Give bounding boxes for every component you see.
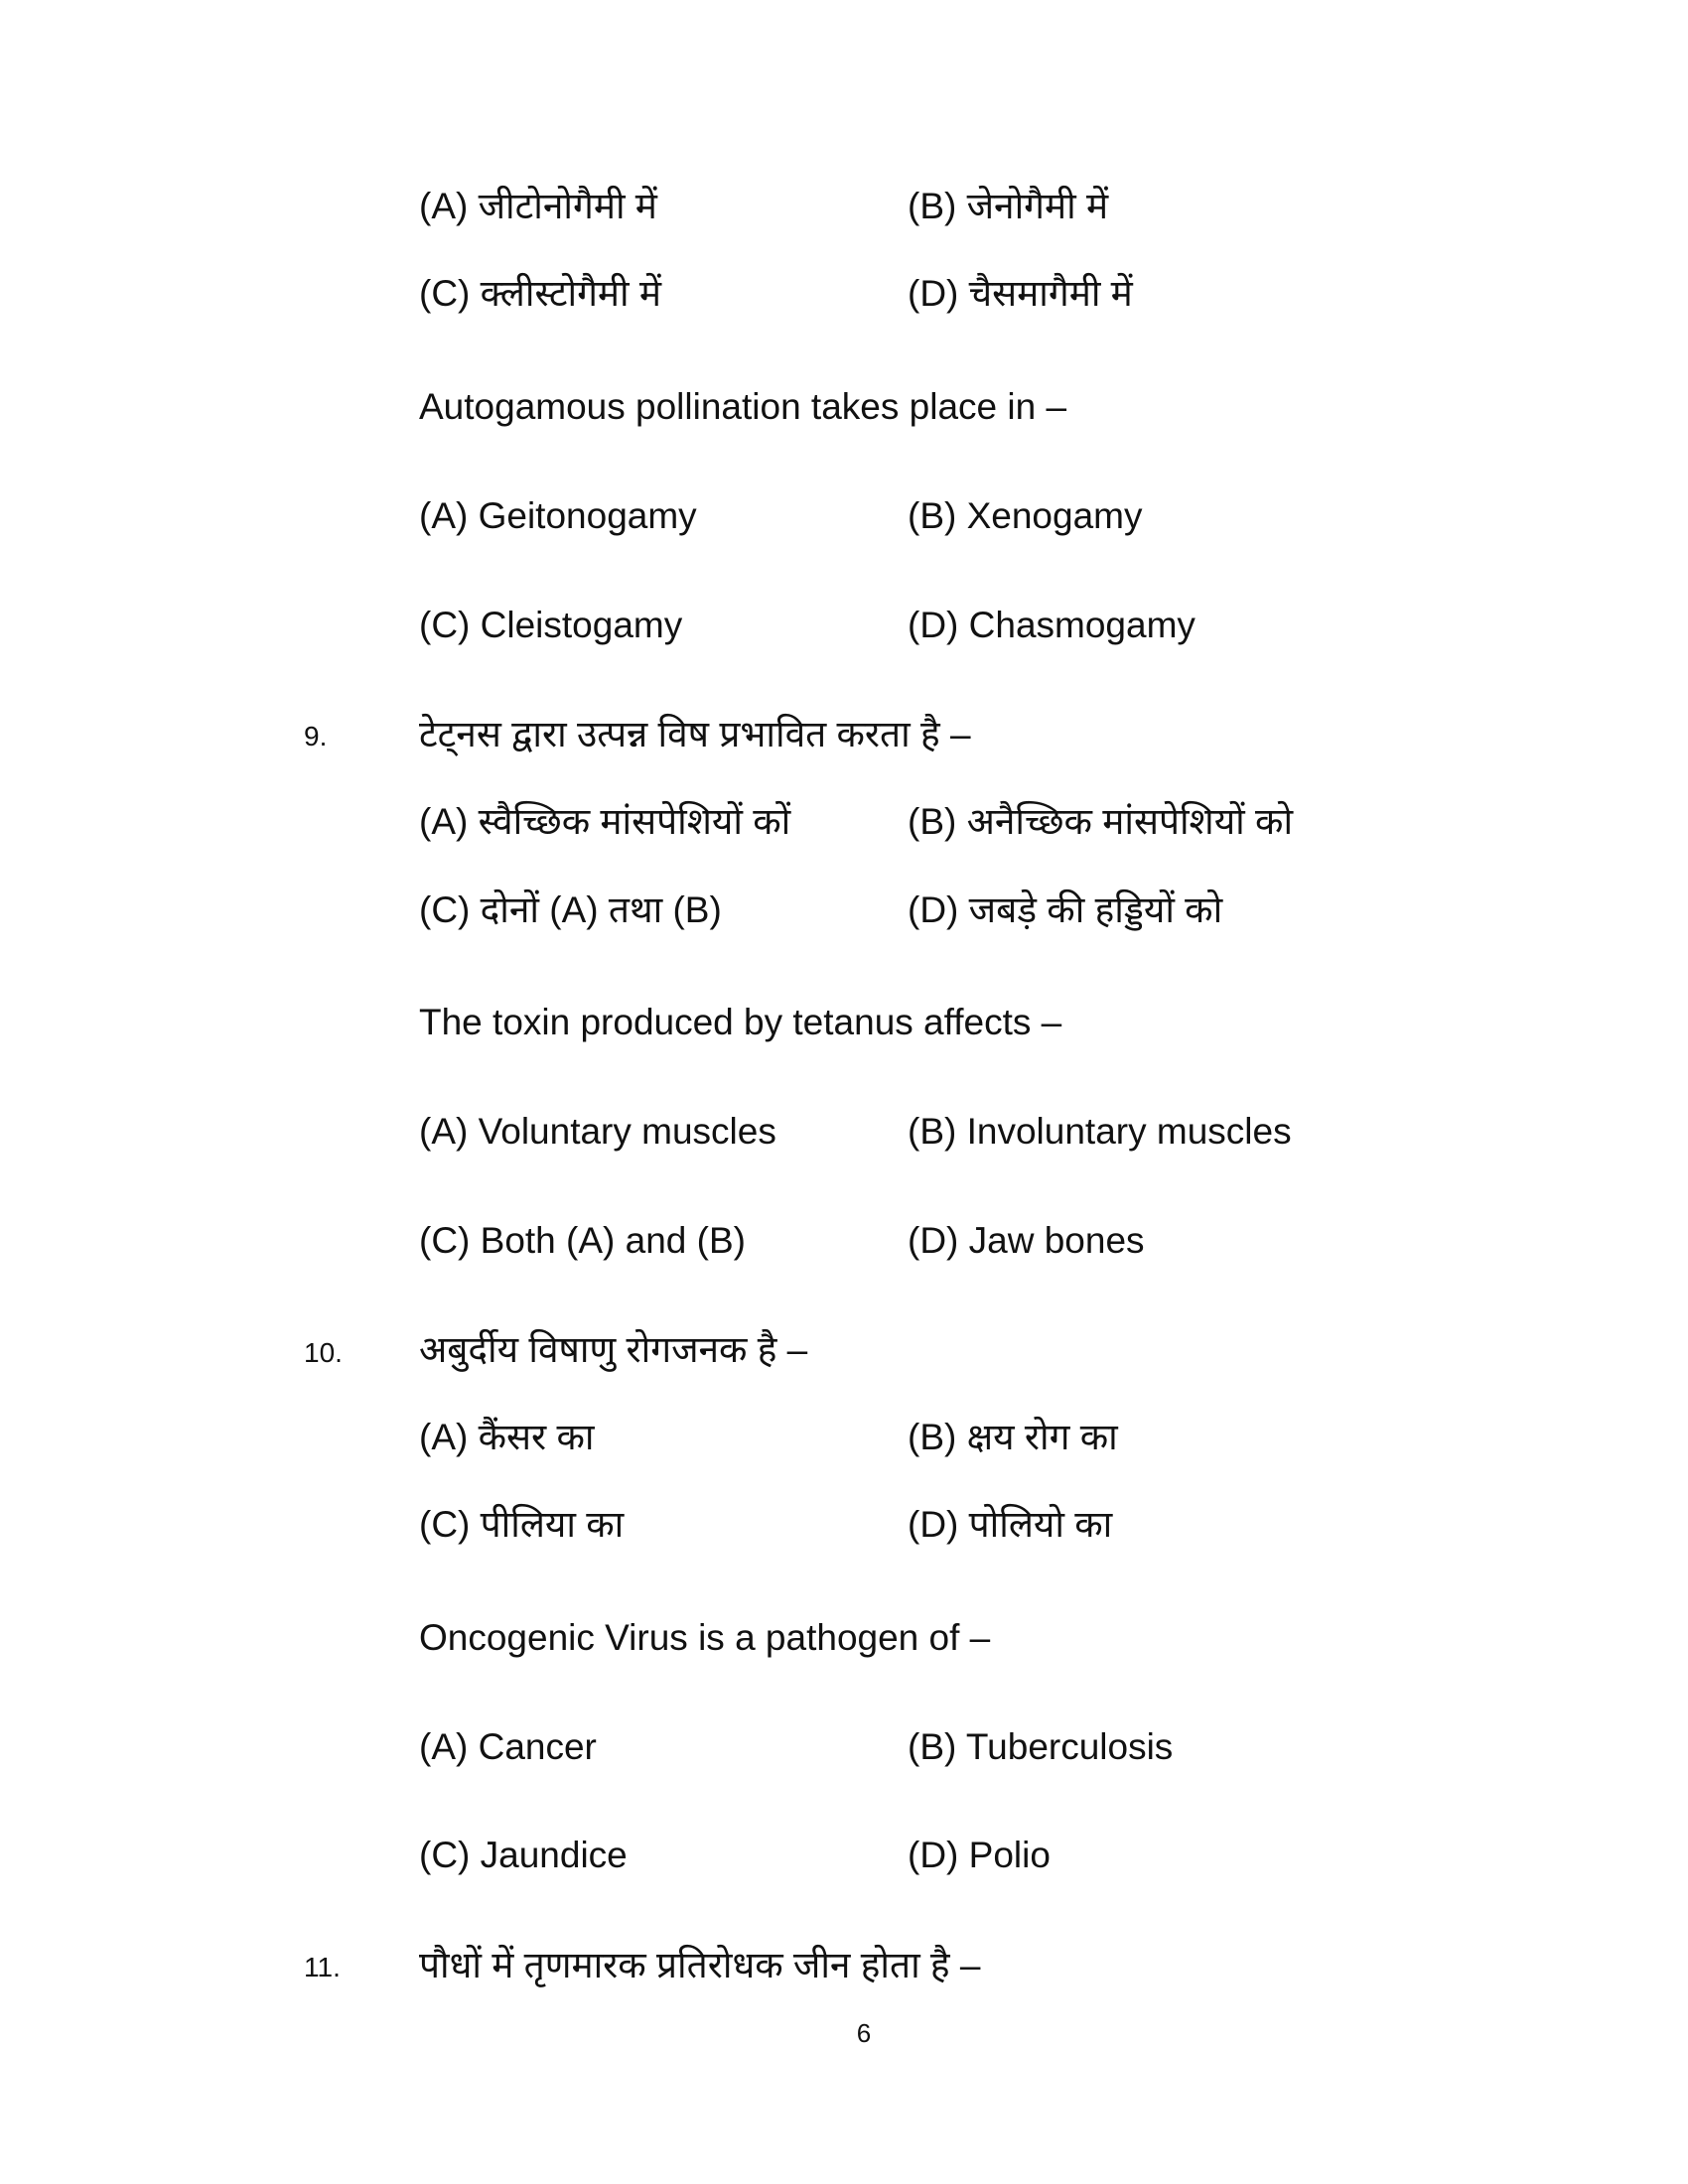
q10-option-b-hindi: (B) क्षय रोग का [908,1417,1118,1457]
q10-option-c-hindi: (C) पीलिया का [419,1504,625,1545]
q8-option-a-english: (A) Geitonogamy [419,495,697,536]
q10-question-hindi: अबुर्दीय विषाणु रोगजनक है – [419,1329,808,1370]
q9-option-a-hindi: (A) स्वैच्छिक मांसपेशियों कों [419,801,791,842]
q10-option-a-hindi: (A) कैंसर का [419,1417,595,1457]
q9-option-a-english: (A) Voluntary muscles [419,1111,776,1152]
q11-question-hindi: पौधों में तृणमारक प्रतिरोधक जीन होता है – [419,1945,981,1985]
q8-option-d-hindi: (D) चैसमागैमी में [908,273,1133,314]
q9-option-d-english: (D) Jaw bones [908,1220,1145,1261]
q10-option-d-hindi: (D) पोलियो का [908,1504,1113,1545]
q10-option-c-english: (C) Jaundice [419,1835,628,1875]
q8-option-b-english: (B) Xenogamy [908,495,1143,536]
q8-option-c-hindi: (C) क्लीस्टोगैमी में [419,273,662,314]
q9-question-english: The toxin produced by tetanus affects – [419,1002,1062,1042]
q10-option-b-english: (B) Tuberculosis [908,1726,1174,1767]
q9-question-hindi: टेट्नस द्वारा उत्पन्न विष प्रभावित करता है – [419,714,971,754]
q8-option-d-english: (D) Chasmogamy [908,605,1196,645]
q9-option-b-hindi: (B) अनैच्छिक मांसपेशियों को [908,801,1294,842]
q10-option-d-english: (D) Polio [908,1835,1051,1875]
q8-question-english: Autogamous pollination takes place in – [419,386,1067,427]
q9-number: 9. [304,721,328,751]
page-number: 6 [856,2018,872,2048]
q9-option-d-hindi: (D) जबड़े की हड्डियों को [908,889,1223,930]
q11-number: 11. [304,1952,341,1982]
q10-number: 10. [304,1337,343,1368]
q9-option-c-hindi: (C) दोनों (A) तथा (B) [419,889,722,930]
q8-option-a-hindi: (A) जीटोनोगैमी में [419,186,657,226]
q8-option-c-english: (C) Cleistogamy [419,605,683,645]
q8-option-b-hindi: (B) जेनोगैमी में [908,186,1109,226]
q10-question-english: Oncogenic Virus is a pathogen of – [419,1617,991,1658]
q9-option-c-english: (C) Both (A) and (B) [419,1220,746,1261]
q9-option-b-english: (B) Involuntary muscles [908,1111,1292,1152]
q10-option-a-english: (A) Cancer [419,1726,597,1767]
